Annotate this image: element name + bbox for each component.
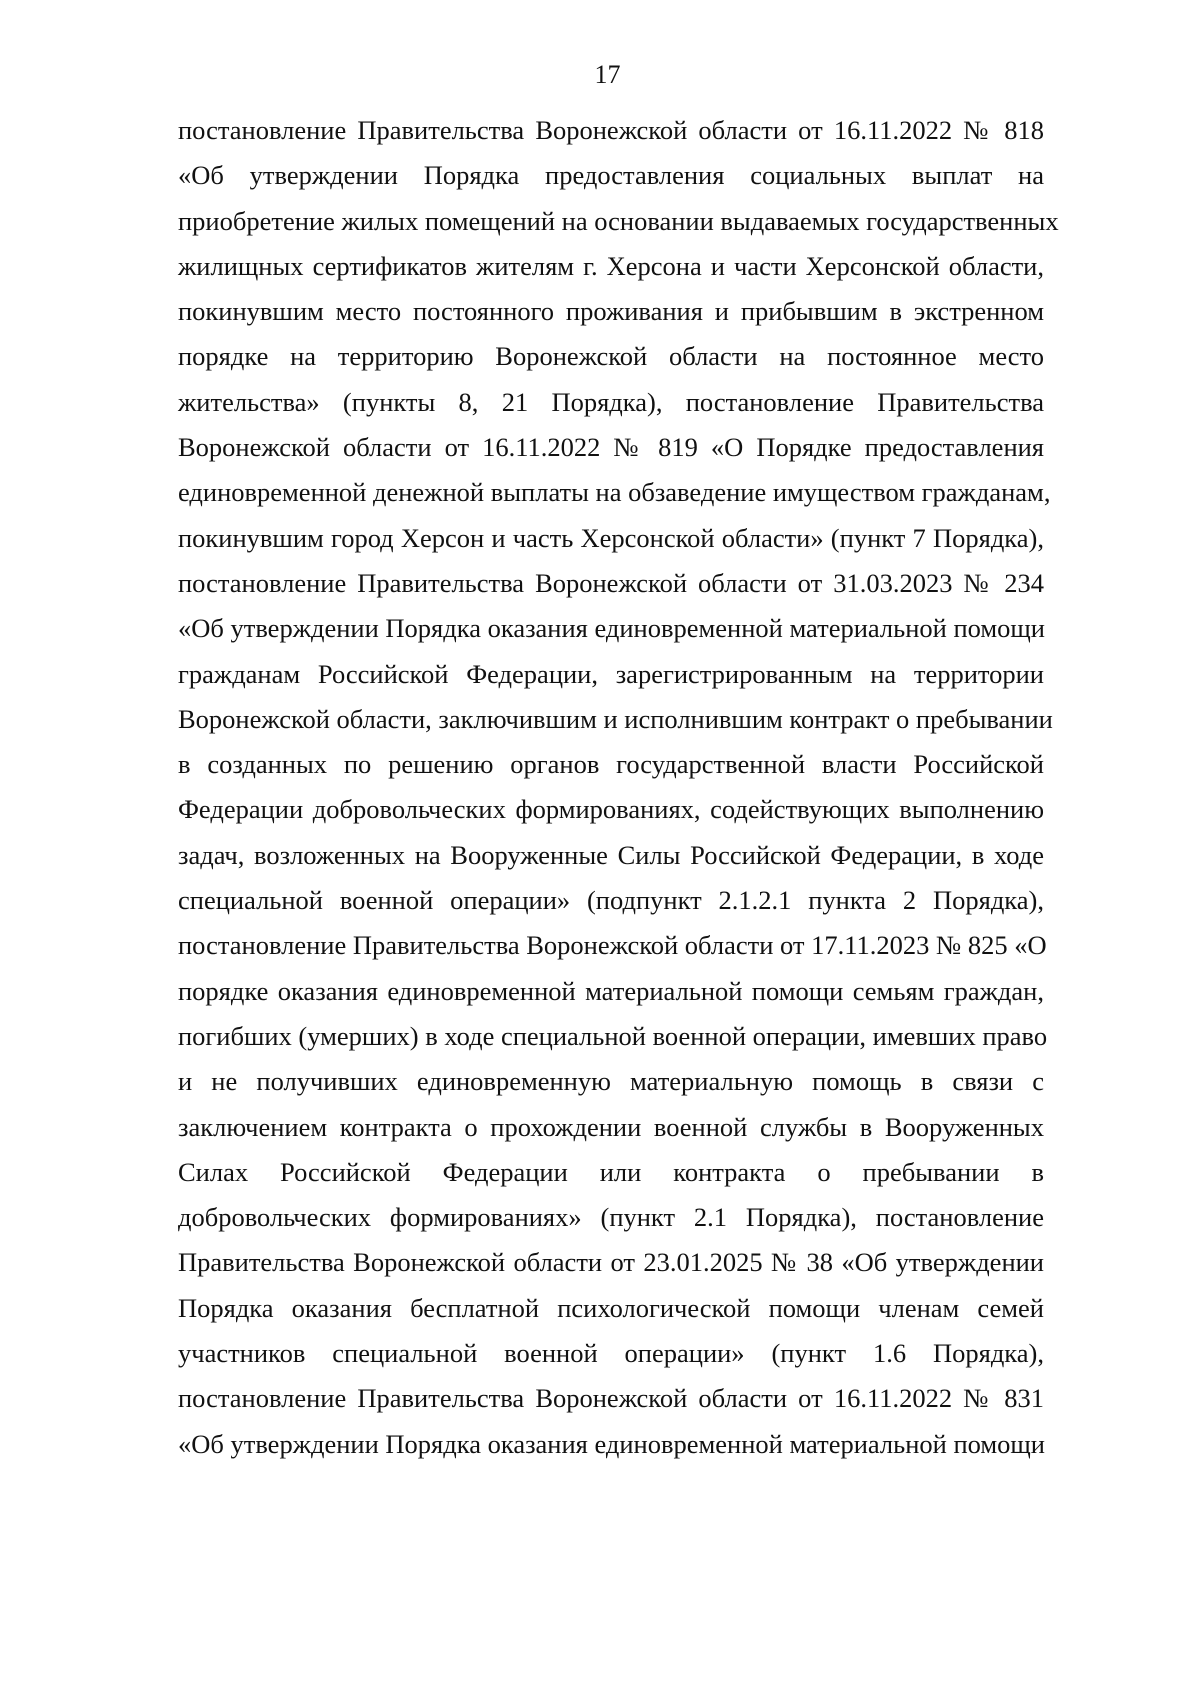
text-line: приобретение жилых помещений на основании выдаваемых государственных [178,205,1059,236]
text-line: порядке оказания единовременной материальной помощи семьям граждан, [178,975,1044,1006]
text-line: Воронежской области от 16.11.2022 № 819 «О Порядке предоставления [178,432,1044,463]
text-line: единовременной денежной выплаты на обзаведение имуществом гражданам, [178,477,1051,508]
text-line: постановление Правительства Воронежской области от 16.11.2022 № 818 [178,115,1044,145]
page-number: 17 [594,60,621,89]
text-line: Силах Российской Федерации или контракта о пребывании в [178,1156,1044,1187]
text-line: «Об утверждении Порядка оказания единовременной материальной помощи [178,1428,1045,1459]
text-line: добровольческих формированиях» (пункт 2.1 Порядка), постановление [178,1202,1044,1233]
text-line: жилищных сертификатов жителям г. Херсона и части Херсонской области, [178,250,1044,281]
body-text [178,108,1059,1467]
text-line: Воронежской области, заключившим и исполнившим контракт о пребывании [178,703,1053,734]
text-line: погибших (умерших) в ходе специальной военной операции, имевших право [178,1020,1048,1051]
text-line: постановление Правительства Воронежской области от 31.03.2023 № 234 [178,567,1044,598]
text-line: и не получивших единовременную материальную помощь в связи с [178,1066,1044,1097]
text-line: в созданных по решению органов государственной власти Российской [178,749,1044,780]
text-line: заключением контракта о прохождении военной службы в Вооруженных [178,1111,1044,1142]
text-line: постановление Правительства Воронежской области от 17.11.2023 № 825 «О [178,930,1047,961]
text-line: задач, возложенных на Вооруженные Силы Российской Федерации, в ходе [178,839,1044,870]
text-line: участников специальной военной операции» (пункт 1.6 Порядка), [178,1338,1044,1369]
text-line: постановление Правительства Воронежской области от 16.11.2022 № 831 [178,1383,1044,1414]
text-line: Федерации добровольческих формированиях, содействующих выполнению [178,794,1044,825]
text-line: Правительства Воронежской области от 23.01.2025 № 38 «Об утверждении [178,1247,1044,1278]
text-line: порядке на территорию Воронежской области на постоянное место [178,341,1044,372]
text-line: «Об утверждении Порядка оказания единовременной материальной помощи [178,613,1045,644]
text-line: покинувшим место постоянного проживания и прибывшим в экстренном [178,296,1044,327]
text-line: жительства» (пункты 8, 21 Порядка), постановление Правительства [178,386,1044,417]
text-line: специальной военной операции» (подпункт 2.1.2.1 пункта 2 Порядка), [178,885,1044,916]
text-line: «Об утверждении Порядка предоставления социальных выплат на [178,160,1044,191]
text-line: гражданам Российской Федерации, зарегистрированным на территории [178,658,1044,689]
text-line: покинувшим город Херсон и часть Херсонской области» (пункт 7 Порядка), [178,522,1044,553]
text-line: Порядка оказания бесплатной психологической помощи членам семей [178,1292,1044,1323]
